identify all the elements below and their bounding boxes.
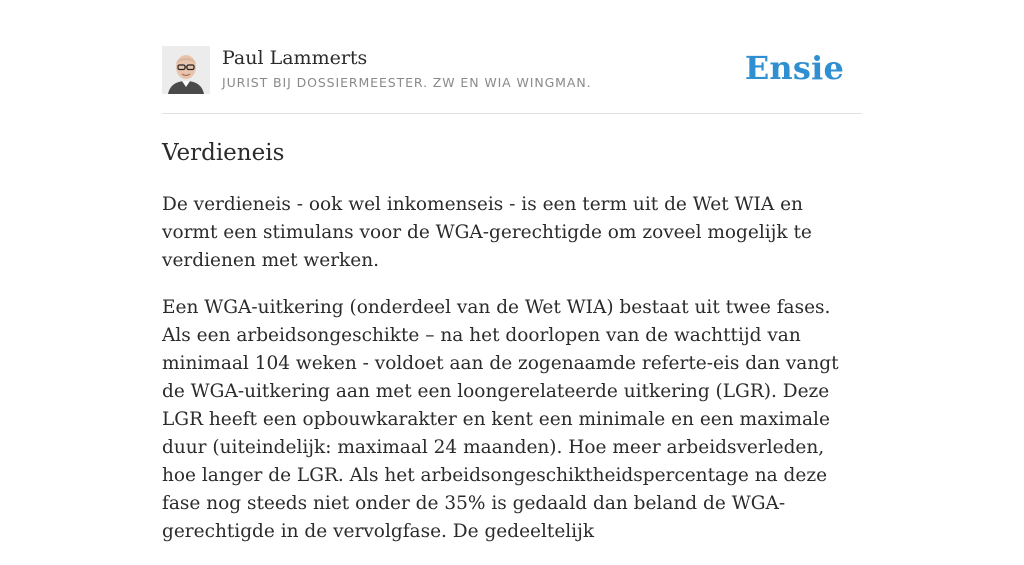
author-tagline: JURIST BIJ DOSSIERMEESTER. ZW EN WIA WINGMAN. [222,75,592,90]
ensie-logo[interactable]: Ensie [744,49,844,87]
article-title: Verdieneis [162,140,285,166]
author-avatar[interactable] [162,46,210,94]
article-paragraph-1: De verdieneis - ook wel inkomenseis - is een term uit de Wet WIA en vormt een stimulans voor de WGA-gerechtigde om zoveel mogelijk te verdienen met werken. [162,194,812,271]
person-photo-icon [162,46,210,94]
article-paragraph-2: Een WGA-uitkering (onderdeel van de Wet WIA) bestaat uit twee fases. Als een arbeidsongeschikte – na het doorlopen van de wachttijd van minimaal 104 weken - voldoet aan de zogenaamde referte-eis dan vangt de WGA-uitkering aan met een loongerelateerde uitkering (LGR). Deze LGR heeft een opbouwkarakter en kent een minimale en een maximale duur (uiteindelijk: maximaal 24 maanden). Hoe meer arbeidsverleden, hoe langer de LGR. Als het arbeidsongeschiktheidspercentage na deze fase nog steeds niet onder de 35% is gedaald dan beland de WGA-gerechtigde in de vervolgfase. De gedeeltelijk [162,297,839,542]
author-header [162,40,862,114]
author-name[interactable]: Paul Lammerts [222,47,368,69]
article [162,137,864,565]
